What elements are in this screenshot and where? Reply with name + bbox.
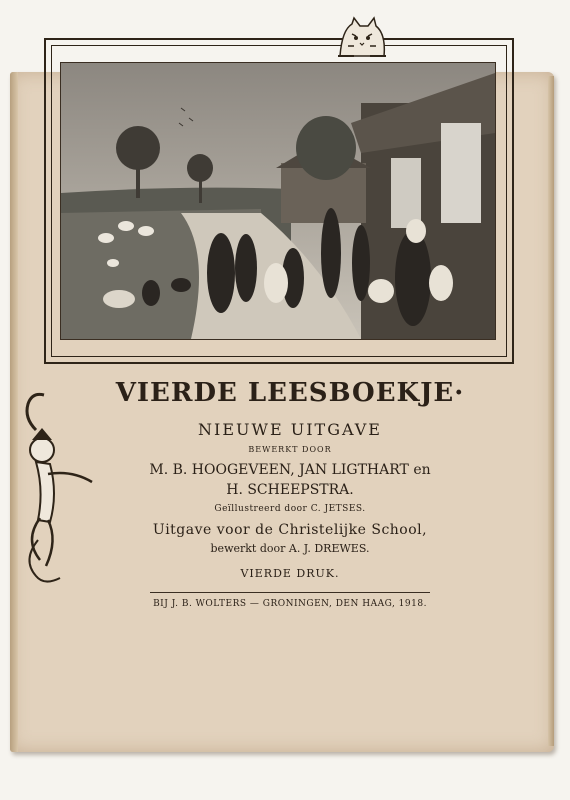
printing-label: VIERDE DRUK. [240, 567, 340, 580]
book-subtitle: NIEUWE UITGAVE [198, 420, 382, 439]
book-title: VIERDE LEESBOEKJE· [115, 378, 465, 408]
authors-line-1: M. B. HOOGEVEEN, JAN LIGTHART en [149, 462, 431, 478]
title-block [70, 380, 510, 609]
village-scene-image [61, 63, 495, 339]
cat-peeking-icon [334, 16, 390, 58]
edited-by-label: BEWERKT DOOR [248, 445, 332, 454]
page-edge [548, 76, 554, 746]
illustrator-credit: Geïllustreerd door C. JETSES. [214, 504, 366, 514]
cover-illustration [60, 62, 496, 340]
edition-note: Uitgave voor de Christelijke School, [152, 522, 428, 538]
authors-line-2: H. SCHEEPSTRA. [226, 482, 354, 498]
editor-credit: bewerkt door A. J. DREWES. [210, 542, 370, 555]
publisher-line: BIJ J. B. WOLTERS — GRONINGEN, DEN HAAG, 1918. [153, 599, 427, 609]
divider-rule [150, 592, 430, 593]
